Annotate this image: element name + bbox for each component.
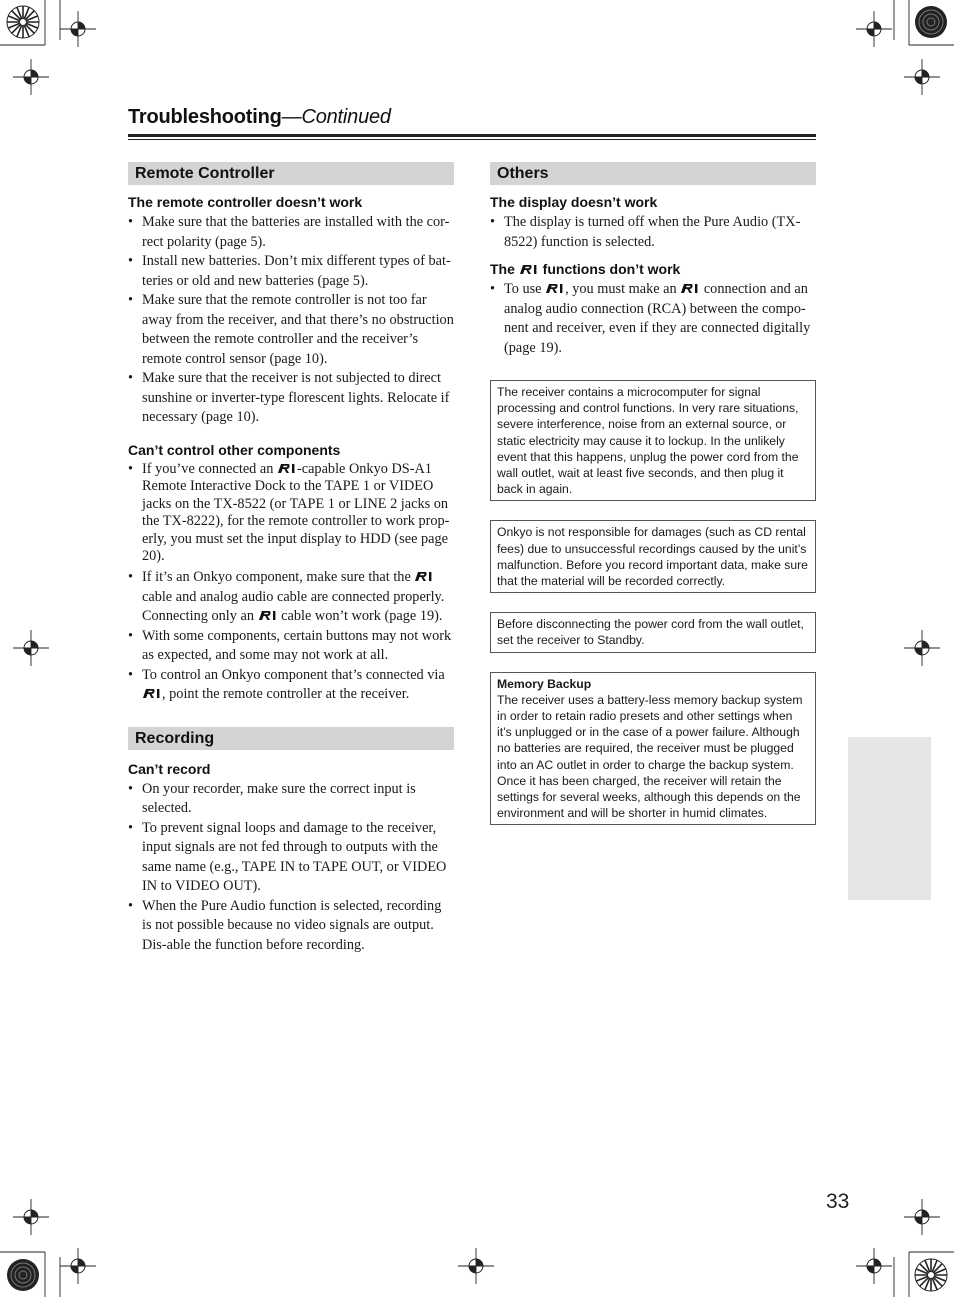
list-item: • If it’s an Onkyo component, make sure that the cable and analog audio cable are connected properly. Connecting only an cable won’t work (page 19). bbox=[128, 568, 454, 627]
side-tab bbox=[848, 737, 931, 900]
ri-logo-icon bbox=[142, 688, 162, 699]
list-item: • Make sure that the remote controller is not too far away from the receiver, and that there’s no obstruction between the remote controller and the receiver’s remote control sensor (page 10). bbox=[128, 291, 454, 369]
right-column bbox=[490, 162, 816, 825]
subheading-ri-functions: The functions don’t work bbox=[490, 261, 681, 277]
display-bullets bbox=[490, 213, 816, 252]
notice-microcomputer: The receiver contains a microcomputer for signal processing and control functions. In very rare situations, severe interference, noise from an external source, or static electricity may cause it to lockup. In the unlikely event that this happens, unplug the power cord from the wall outlet, wait at least five seconds, and then plug it back in again. bbox=[490, 380, 816, 501]
list-item: • The display is turned off when the Pure Audio (TX-8522) function is selected. bbox=[490, 213, 816, 252]
recording-bullets bbox=[128, 780, 454, 956]
list-item: • When the Pure Audio function is selected, recording is not possible because no video signals are output. Dis-able the function before recording. bbox=[128, 897, 454, 956]
list-item: • If you’ve connected an -capable Onkyo DS-A1 Remote Interactive Dock to the TAPE 1 or VIDEO jacks on the TX-8522 (or TAPE 1 or LINE 2 jacks on the TX-8222), for the remote controller to work prop-erly, you must set the input display to HDD (see page 20). bbox=[128, 461, 454, 567]
notice-memory-backup bbox=[490, 672, 816, 826]
subheading-display-not-work: The display doesn’t work bbox=[490, 194, 658, 210]
list-item: • To use , you must make an connection and an analog audio connection (RCA) between the compo-nent and receiver, even if they are connected digitally (page 19). bbox=[490, 280, 816, 358]
ri-logo-icon bbox=[519, 264, 539, 275]
ri-bullets bbox=[490, 280, 816, 358]
list-item: • To prevent signal loops and damage to the receiver, input signals are not fed through to outputs with the same name (e.g., TAPE IN to TAPE OUT, or VIDEO IN to VIDEO OUT). bbox=[128, 819, 454, 897]
ri-logo-icon bbox=[258, 610, 278, 621]
list-item: • Make sure that the batteries are installed with the cor-rect polarity (page 5). bbox=[128, 213, 454, 252]
remote-bullets bbox=[128, 213, 454, 428]
list-item: • Make sure that the receiver is not subjected to direct sunshine or inverter-type florescent lights. Relocate if necessary (page 10). bbox=[128, 369, 454, 428]
subheading-control-other: Can’t control other components bbox=[128, 441, 341, 458]
list-item: • On your recorder, make sure the correct input is selected. bbox=[128, 780, 454, 819]
ri-logo-icon bbox=[414, 571, 434, 582]
section-heading-recording: Recording bbox=[128, 727, 454, 750]
left-column bbox=[128, 162, 454, 955]
control-bullets bbox=[128, 461, 454, 705]
subheading-cant-record: Can’t record bbox=[128, 760, 211, 777]
page-number: 33 bbox=[826, 1190, 850, 1213]
ri-logo-icon bbox=[680, 283, 700, 294]
ri-logo-icon bbox=[277, 463, 297, 474]
section-heading-others: Others bbox=[490, 162, 816, 185]
list-item: • To control an Onkyo component that’s connected via , point the remote controller at the receiver. bbox=[128, 666, 454, 705]
notice-standby: Before disconnecting the power cord from the wall outlet, set the receiver to Standby. bbox=[490, 612, 816, 652]
notice-damages: Onkyo is not responsible for damages (such as CD rental fees) due to unsuccessful recordings caused by the unit’s malfunction. Before you record important data, make sure that the material will be recorded correctly. bbox=[490, 520, 816, 593]
title-rule bbox=[128, 134, 816, 137]
subheading-remote-not-work: The remote controller doesn’t work bbox=[128, 194, 363, 210]
ri-logo-icon bbox=[545, 283, 565, 294]
page-title: Troubleshooting—Continued bbox=[128, 106, 391, 128]
list-item: • Install new batteries. Don’t mix different types of bat-teries or old and new batteries (page 5). bbox=[128, 252, 454, 291]
memory-backup-title: Memory Backup bbox=[497, 676, 592, 691]
title-rule-thin bbox=[128, 139, 816, 140]
section-heading-remote-controller: Remote Controller bbox=[128, 162, 454, 185]
memory-backup-body: The receiver uses a battery-less memory backup system in order to retain radio presets and other settings when it’s unplugged or in the case of a power failure. Although no batteries are required, the receiver must be plugged into an AC outlet in order to charge the backup system. Once it has been charged, the receiver will retain the settings for several weeks, although this depends on the environment and will be shorter in humid climates. bbox=[497, 692, 803, 821]
list-item: • With some components, certain buttons may not work as expected, and some may not work at all. bbox=[128, 627, 454, 666]
